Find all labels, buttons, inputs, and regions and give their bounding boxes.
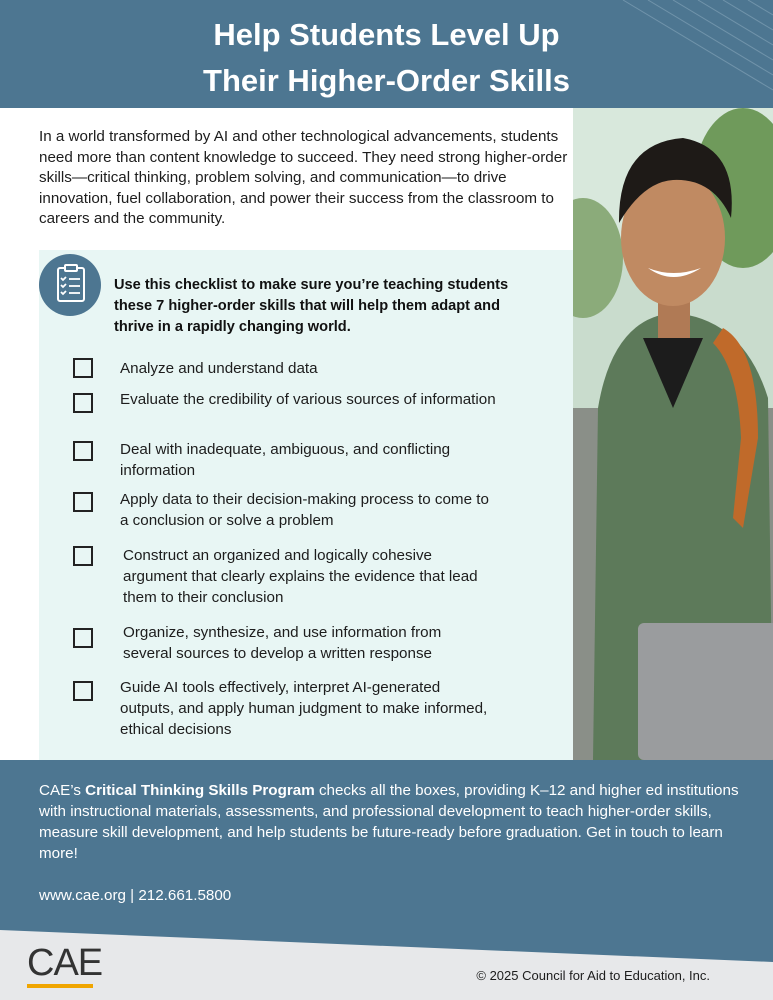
checklist-lead: Use this checklist to make sure you’re teaching students these 7 higher-order skills that will help them adapt and thrive in a rapidly changing world. — [114, 277, 509, 335]
program-name: Critical Thinking Skills Program — [85, 782, 315, 799]
checkbox[interactable] — [73, 492, 93, 512]
program-prefix: CAE’s — [39, 782, 86, 799]
intro-paragraph: In a world transformed by AI and other technological advancements, students need more than content knowledge to succeed. They need strong higher-order skills—critical thinking, problem solving, and communication—to drive innovation, fuel collaboration, and power their success from the classroom to careers and the community. — [39, 128, 568, 227]
checklist-item-text: Guide AI tools effectively, interpret AI-generated outputs, and apply human judgment to make informed, ethical decisions — [120, 679, 488, 738]
checkbox[interactable] — [73, 358, 93, 378]
checklist-item-text: Organize, synthesize, and use information from several sources to develop a written response — [123, 624, 442, 662]
contact-info[interactable]: www.cae.org | 212.661.5800 — [39, 887, 232, 904]
checklist-item-text: Analyze and understand data — [120, 360, 318, 377]
title-line-1: Help Students Level Up — [213, 17, 560, 52]
checkbox[interactable] — [73, 681, 93, 701]
student-photo — [573, 108, 773, 760]
checkbox[interactable] — [73, 393, 93, 413]
copyright: © 2025 Council for Aid to Education, Inc. — [476, 968, 710, 983]
checkbox[interactable] — [73, 441, 93, 461]
checklist-item-text: Deal with inadequate, ambiguous, and conflicting information — [120, 441, 451, 479]
checkbox[interactable] — [73, 546, 93, 566]
header-banner — [0, 0, 773, 108]
clipboard-checklist-icon — [39, 254, 101, 316]
program-description — [39, 780, 739, 864]
checklist-item-text: Construct an organized and logically cohesive argument that clearly explains the evidence that lead them to their conclusion — [123, 547, 478, 606]
checklist-item-text: Evaluate the credibility of various sources of information — [120, 391, 496, 408]
page-title — [0, 12, 773, 104]
checklist-item-text: Apply data to their decision-making process to come to a conclusion or solve a problem — [120, 491, 489, 529]
logo-text: CAE — [27, 942, 103, 984]
student-illustration — [573, 108, 773, 760]
program-body: checks all the boxes, providing K–12 and higher ed institutions with instructional materials, assessments, and professional development to teach higher-order skills, measure skill development, and help students be future-ready before graduation. Get in touch to learn more! — [39, 782, 739, 862]
logo-accent-bar — [27, 984, 93, 988]
checklist-panel — [39, 250, 573, 760]
cae-logo — [27, 944, 102, 988]
checkbox[interactable] — [73, 628, 93, 648]
title-line-2: Their Higher-Order Skills — [203, 63, 570, 98]
